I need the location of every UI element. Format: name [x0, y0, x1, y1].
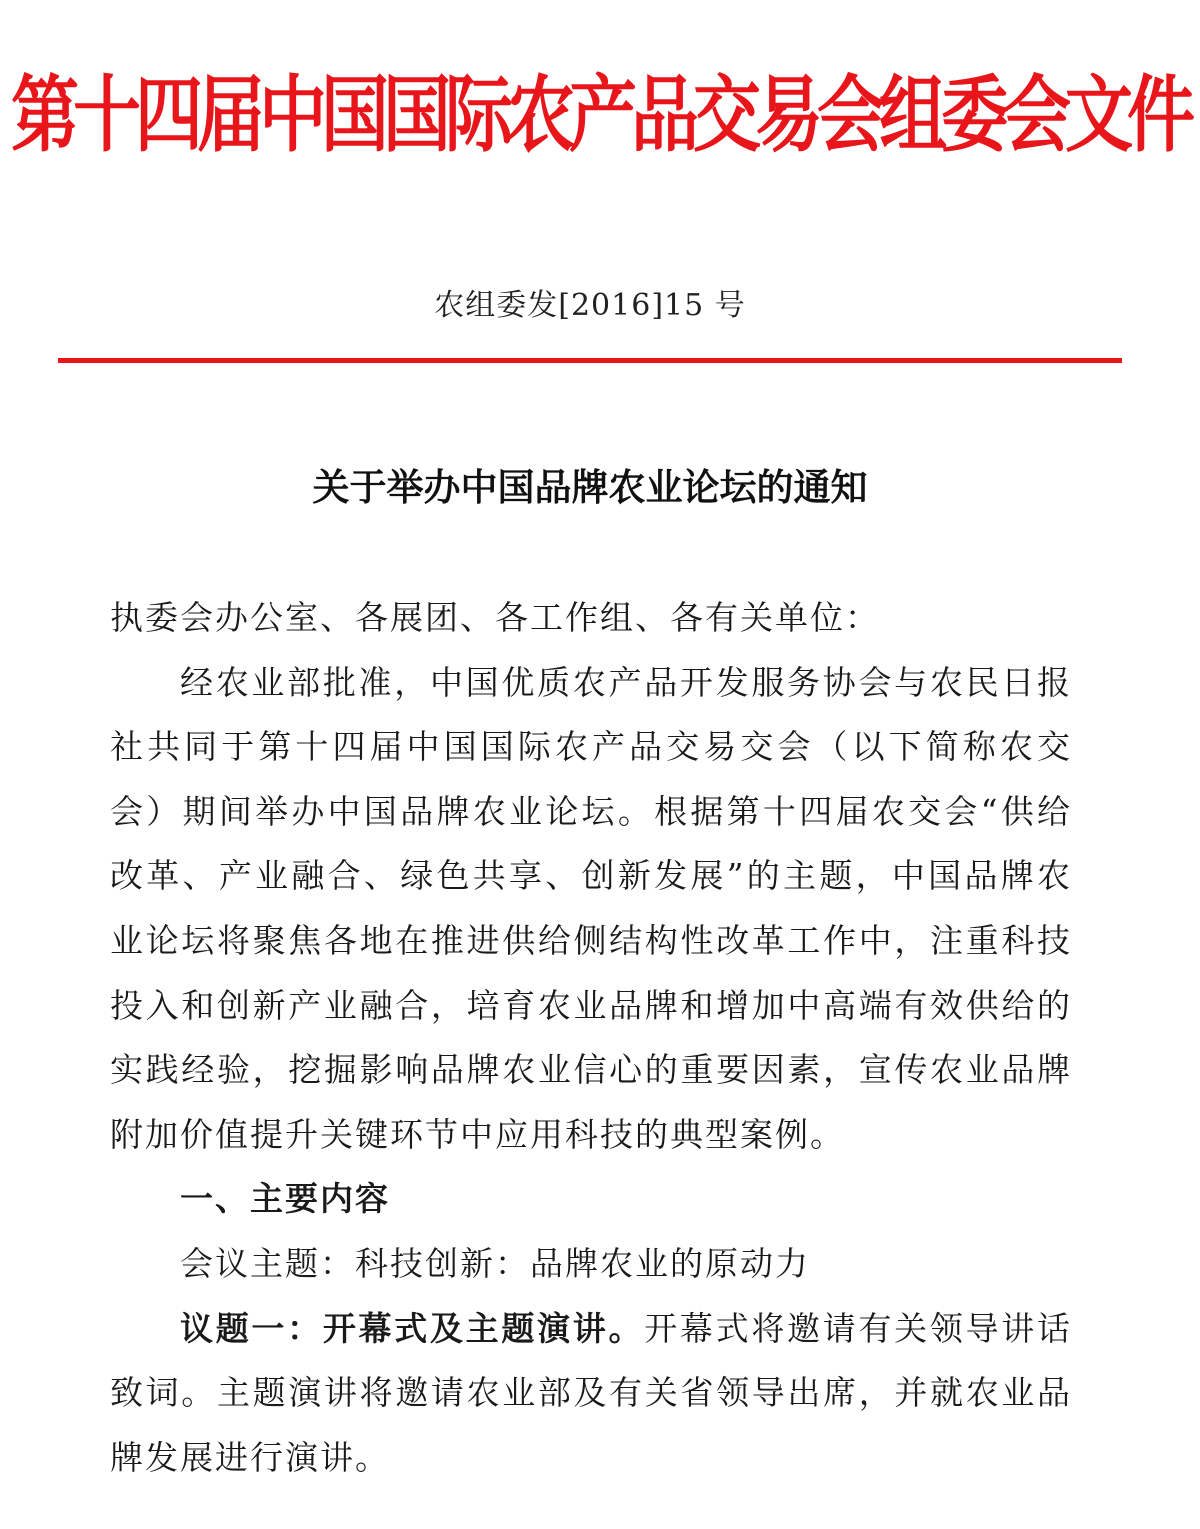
document-body: [110, 586, 1072, 1490]
issuing-body-title: 第十四届中国国际农产品交易会组委会文件: [10, 68, 1189, 165]
topic-paragraph: [110, 1297, 1072, 1491]
section-heading: 一、主要内容: [180, 1179, 390, 1219]
red-divider-line: [58, 358, 1122, 363]
notice-title: 关于举办中国品牌农业论坛的通知: [312, 466, 868, 509]
topic-label: 议题一：开幕式及主题演讲。: [180, 1308, 645, 1348]
salutation: 执委会办公室、各展团、各工作组、各有关单位：: [110, 598, 880, 637]
topic-text: 开幕式将邀请有关领导讲话致词。主题演讲将邀请农业部及有关省领导出席，并就农业品牌发展进行演讲。: [110, 1308, 1073, 1477]
document-number: 农组委发[2016]15 号: [434, 288, 746, 323]
intro-paragraph: 经农业部批准，中国优质农产品开发服务协会与农民日报社共同于第十四届中国国际农产品交易交会（以下简称农交会）期间举办中国品牌农业论坛。根据第十四届农交会“供给改革、产业融合、绿色共享、创新发展”的主题，中国品牌农业论坛将聚焦各地在推进供给侧结构性改革工作中，注重科技投入和创新产业融合，培育农业品牌和增加中高端有效供给的实践经验，挖掘影响品牌农业信心的重要因素，宣传农业品牌附加价值提升关键环节中应用科技的典型案例。: [110, 662, 1072, 1154]
meeting-theme: 会议主题：科技创新：品牌农业的原动力: [180, 1243, 810, 1283]
